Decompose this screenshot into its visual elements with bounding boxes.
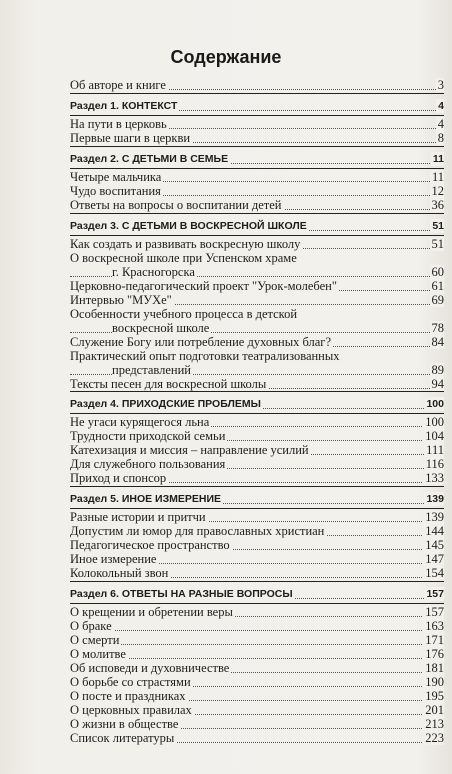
toc-entry-title: Как создать и развивать воскресную школу (70, 237, 301, 251)
toc-entry (70, 457, 444, 471)
toc-entry-title: Для служебного пользования (70, 457, 226, 471)
toc-entry-title: Раздел 2. С ДЕТЬМИ В СЕМЬЕ (70, 153, 229, 165)
toc-entry (70, 335, 444, 349)
toc-entry-title: Церковно-педагогический проект "Урок-молебен" (70, 279, 337, 293)
toc-entry-title: Ответы на вопросы о воспитании детей (70, 198, 282, 212)
toc-page-number: 116 (425, 457, 444, 471)
toc-entry (70, 237, 444, 251)
toc-entry (70, 524, 444, 538)
toc-entry-title: Раздел 1. КОНТЕКСТ (70, 100, 178, 112)
toc-entry-title: Первые шаги в церкви (70, 131, 191, 145)
toc-page-number: 181 (425, 661, 444, 675)
toc-entry-title: Допустим ли юмор для православных христиан (70, 524, 325, 538)
toc-entry-title: представлений (112, 363, 191, 377)
toc-page-number: 4 (438, 100, 444, 112)
toc-entry-title: воскресной школе (112, 321, 210, 335)
toc-page-number: 100 (426, 398, 444, 410)
toc-entry (70, 619, 444, 633)
toc-page-number: 144 (425, 524, 444, 538)
section-rule (70, 93, 444, 94)
section-rule (70, 146, 444, 147)
section-rule (70, 168, 444, 169)
toc-entry (70, 703, 444, 717)
toc-page-number: 133 (425, 471, 444, 485)
toc-entry (70, 78, 444, 92)
toc-section-heading (70, 492, 444, 506)
toc-entry (70, 675, 444, 689)
toc-entry (70, 170, 444, 184)
toc-entry (70, 265, 444, 279)
toc-entry (70, 131, 444, 145)
toc-page-number: 171 (425, 633, 444, 647)
toc-entry-title: О жизни в обществе (70, 717, 179, 731)
toc-entry (70, 184, 444, 198)
toc-page-number: 157 (426, 588, 444, 600)
toc-entry-title: Раздел 6. ОТВЕТЫ НА РАЗНЫЕ ВОПРОСЫ (70, 588, 293, 600)
toc-entry (70, 377, 444, 391)
toc-entry (70, 415, 444, 429)
toc-page-number: 69 (431, 293, 444, 307)
toc-section-heading (70, 219, 444, 233)
toc-entry-title: Об исповеди и духовничестве (70, 661, 230, 675)
toc-entry (70, 731, 444, 745)
section-rule (70, 213, 444, 214)
toc-entry-title: О смерти (70, 633, 120, 647)
toc-section-heading (70, 152, 444, 166)
toc-page-number: 223 (425, 731, 444, 745)
toc-entry-title: О борьбе со страстями (70, 675, 191, 689)
toc-page-number: 51 (432, 220, 444, 232)
toc-entry (70, 647, 444, 661)
toc-page-number: 51 (431, 237, 444, 251)
toc-page-number: 3 (437, 78, 444, 92)
toc-entry (70, 689, 444, 703)
dot-leader (70, 644, 444, 645)
toc-page-number: 139 (426, 493, 444, 505)
section-rule (70, 581, 444, 582)
toc-entry-title: Список литературы (70, 731, 175, 745)
toc-entry (70, 363, 444, 377)
toc-entry-title: Интервью "МУХе" (70, 293, 172, 307)
toc-section-heading (70, 397, 444, 411)
toc-entry (70, 605, 444, 619)
toc-entry-title: Трудности приходской семьи (70, 429, 226, 443)
toc-entry (70, 717, 444, 731)
toc-entry (70, 279, 444, 293)
toc-entry-title: Чудо воспитания (70, 184, 161, 198)
toc-entry (70, 552, 444, 566)
toc-page-number: 4 (437, 117, 444, 131)
toc-page-number: 11 (432, 153, 444, 165)
toc-entry-title: Колокольный звон (70, 566, 169, 580)
toc-page-number: 89 (431, 363, 444, 377)
toc-page-number: 201 (425, 703, 444, 717)
toc-entry (70, 566, 444, 580)
toc-entry-title: На пути в церковь (70, 117, 167, 131)
toc-entry (70, 349, 444, 363)
toc-entry (70, 510, 444, 524)
toc-page-number: 195 (425, 689, 444, 703)
section-rule (70, 235, 444, 236)
toc-entry-title: Раздел 3. С ДЕТЬМИ В ВОСКРЕСНОЙ ШКОЛЕ (70, 220, 307, 232)
toc-entry (70, 251, 444, 265)
toc-page-number: 104 (425, 429, 444, 443)
toc-entry (70, 117, 444, 131)
toc-entry-title: Четыре мальчика (70, 170, 162, 184)
toc-entry (70, 538, 444, 552)
toc-entry (70, 429, 444, 443)
toc-entry-title: О воскресной школе при Успенском храме (70, 251, 297, 265)
toc-entry-title: Педагогическое пространство (70, 538, 230, 552)
toc-page-number: 84 (431, 335, 444, 349)
toc-page-number: 8 (437, 131, 444, 145)
toc-entry-title: Тексты песен для воскресной школы (70, 377, 267, 391)
toc-entry-title: Раздел 5. ИНОЕ ИЗМЕРЕНИЕ (70, 493, 222, 505)
toc-entry (70, 307, 444, 321)
toc-entry-title: Особенности учебного процесса в детской (70, 307, 298, 321)
toc-entry (70, 321, 444, 335)
toc-page-number: 139 (425, 510, 444, 524)
toc-page-number: 147 (425, 552, 444, 566)
toc-page-number: 190 (425, 675, 444, 689)
page-title: Содержание (170, 47, 282, 67)
toc-page-number: 60 (431, 265, 444, 279)
section-rule (70, 391, 444, 392)
toc-page-number: 176 (425, 647, 444, 661)
toc-entry-title: О браке (70, 619, 112, 633)
toc-page-number: 163 (425, 619, 444, 633)
toc-section-heading (70, 587, 444, 601)
section-rule (70, 486, 444, 487)
toc-entry (70, 633, 444, 647)
toc-entry (70, 661, 444, 675)
toc-entry-title: Практический опыт подготовки театрализованных (70, 349, 340, 363)
toc-page-number: 154 (425, 566, 444, 580)
toc-page-number: 100 (425, 415, 444, 429)
toc-page-number: 36 (431, 198, 444, 212)
toc-entry-title: О молитве (70, 647, 126, 661)
toc-entry-title: Не угаси курящегося льна (70, 415, 210, 429)
toc-page-number: 78 (431, 321, 444, 335)
toc-page-number: 157 (425, 605, 444, 619)
toc-entry (70, 443, 444, 457)
toc-entry-title: Об авторе и книге (70, 78, 166, 92)
toc-page-number: 61 (431, 279, 444, 293)
section-rule (70, 508, 444, 509)
toc-page-number: 111 (426, 443, 444, 457)
toc-entry (70, 471, 444, 485)
toc-page-number: 145 (425, 538, 444, 552)
toc-section-heading (70, 99, 444, 113)
toc-entry-title: Катехизация и миссия – направление усилий (70, 443, 309, 457)
toc-entry-title: г. Красногорска (112, 265, 195, 279)
toc-entry-title: О посте и праздниках (70, 689, 186, 703)
toc-entry-title: О крещении и обретении веры (70, 605, 233, 619)
toc-entry-title: Служение Богу или потребление духовных благ? (70, 335, 331, 349)
toc-entry-title: Разные истории и притчи (70, 510, 206, 524)
toc-page-number: 12 (431, 184, 444, 198)
toc-page-number: 94 (431, 377, 444, 391)
toc-page-number: 11 (431, 170, 444, 184)
toc-page-number: 213 (425, 717, 444, 731)
section-rule (70, 413, 444, 414)
toc-entry (70, 198, 444, 212)
toc-entry-title: Раздел 4. ПРИХОДСКИЕ ПРОБЛЕМЫ (70, 398, 261, 410)
toc-entry-title: Иное измерение (70, 552, 157, 566)
toc-entry-title: Приход и спонсор (70, 471, 167, 485)
toc-entry-title: О церковных правилах (70, 703, 192, 717)
toc-entry (70, 293, 444, 307)
section-rule (70, 115, 444, 116)
dot-leader (70, 630, 444, 631)
section-rule (70, 603, 444, 604)
